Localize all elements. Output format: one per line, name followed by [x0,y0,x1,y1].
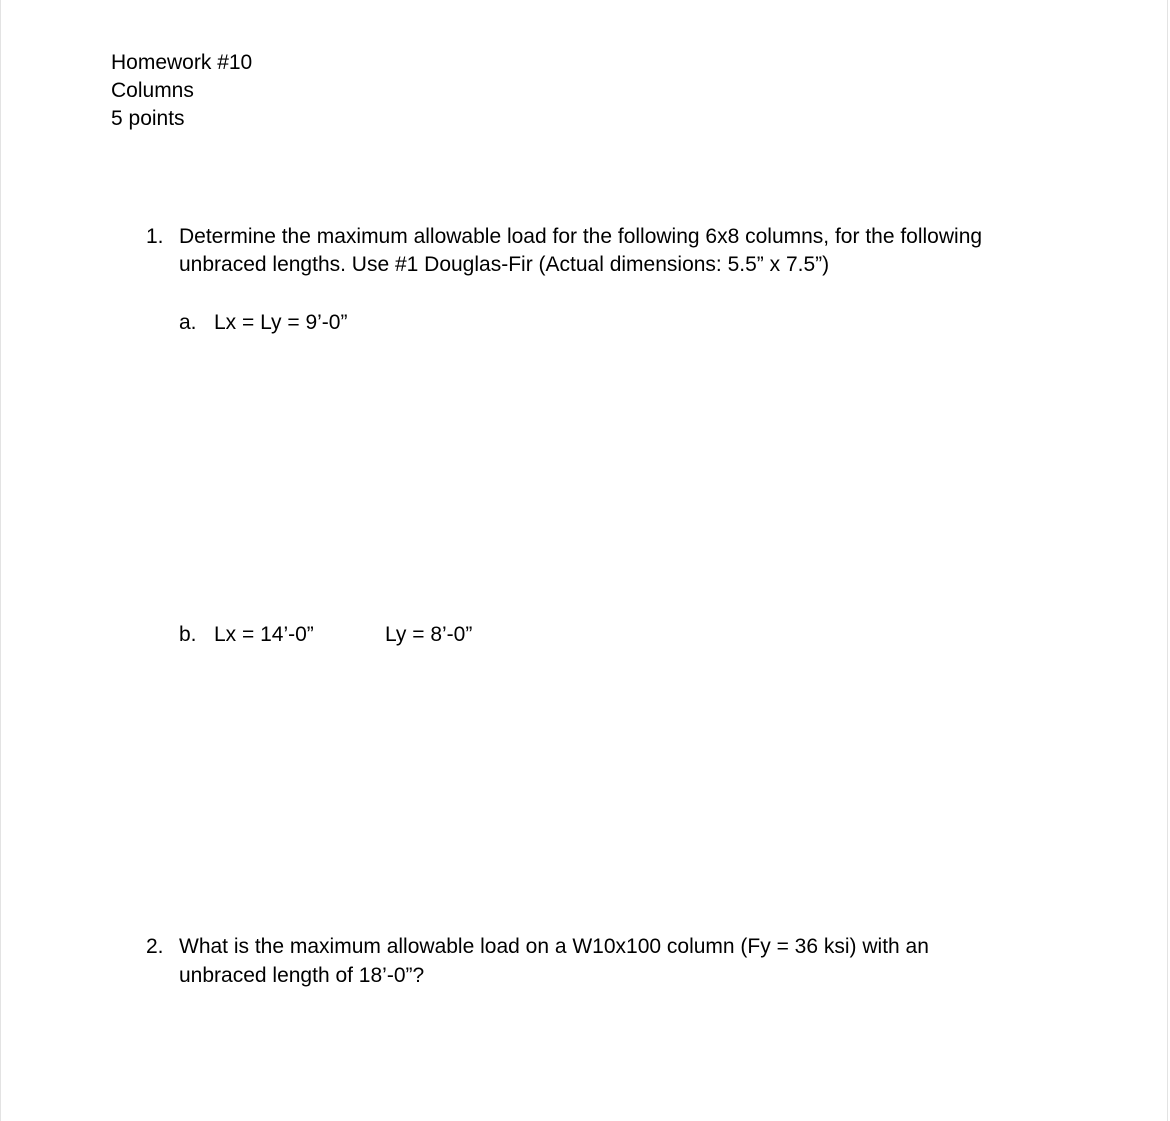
homework-subject: Columns [111,79,194,102]
homework-points: 5 points [111,107,185,130]
part-a-letter: a. [179,311,197,334]
question-2-text-line-2: unbraced length of 18’-0”? [179,964,425,987]
homework-title: Homework #10 [111,51,253,74]
question-2-text-line-1: What is the maximum allowable load on a W10x100 column (Fy = 36 ksi) with an [179,935,929,958]
question-2-number: 2. [146,935,164,958]
part-b-text-ly: Ly = 8’-0” [385,623,473,646]
part-a-text: Lx = Ly = 9’-0” [214,311,348,334]
part-b-text-lx: Lx = 14’-0” [214,623,314,646]
question-1-text-line-1: Determine the maximum allowable load for the following 6x8 columns, for the following [179,225,983,248]
question-1-text-line-2: unbraced lengths. Use #1 Douglas-Fir (Actual dimensions: 5.5” x 7.5”) [179,253,830,276]
part-b-letter: b. [179,623,197,646]
question-1-number: 1. [146,225,164,248]
